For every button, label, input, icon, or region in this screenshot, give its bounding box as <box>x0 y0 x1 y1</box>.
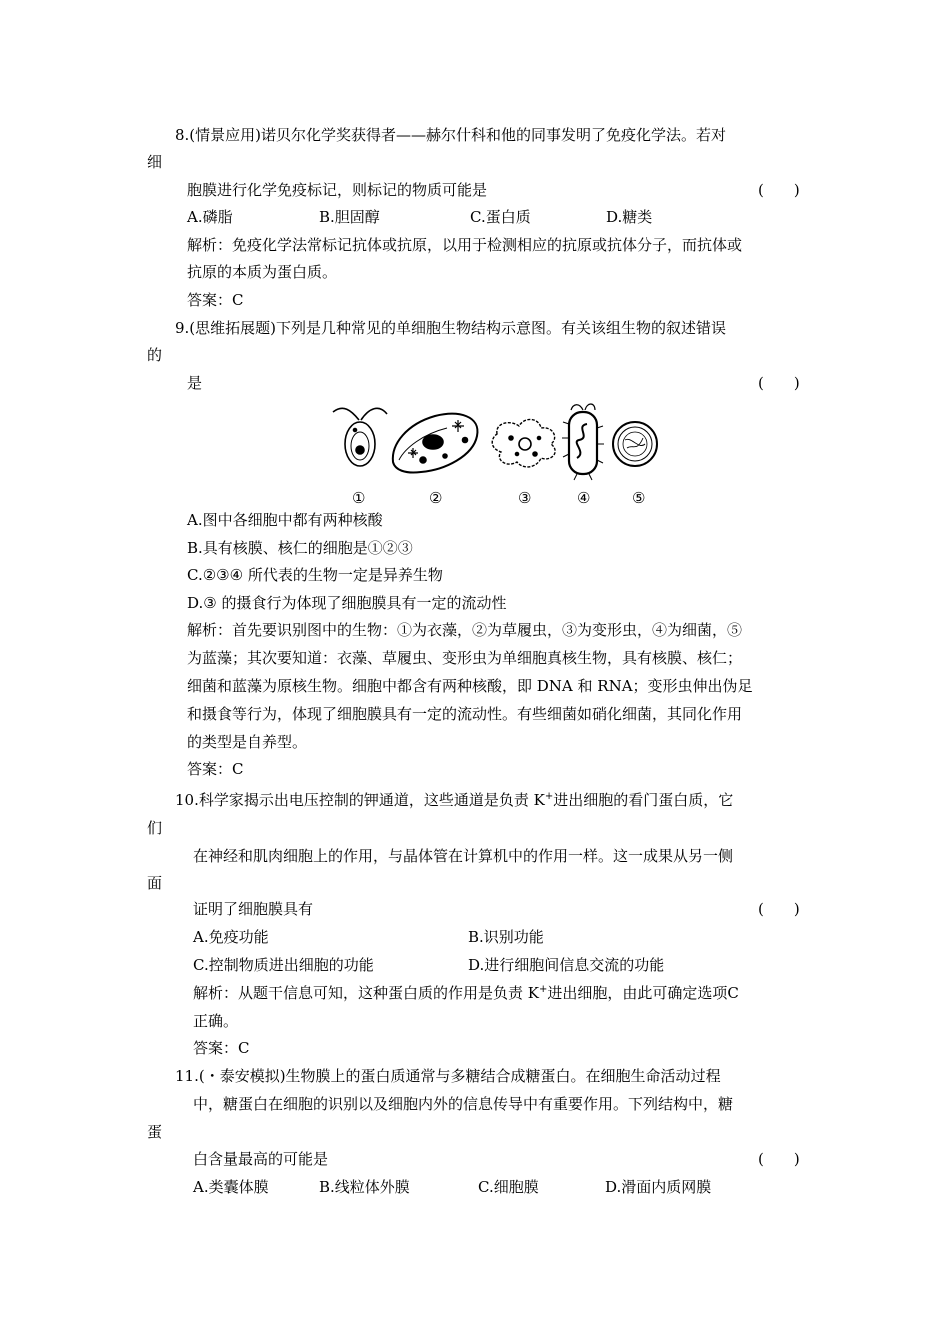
cyanobacterium-illustration <box>613 422 657 466</box>
q8-stem-wrap: 细 <box>147 153 163 171</box>
q11-option-d: D.滑面内质网膜 <box>605 1178 712 1196</box>
chlamydomonas-illustration <box>333 408 387 466</box>
q9-stem-line1: 9.(思维拓展题)下列是几种常见的单细胞生物结构示意图。有关该组生物的叙述错误 <box>175 319 727 337</box>
q9-analysis-line2: 为蓝藻；其次要知道：衣藻、草履虫、变形虫为单细胞真核生物，具有核膜、核仁； <box>187 649 743 667</box>
q8-option-a: A.磷脂 <box>187 208 233 226</box>
q9-analysis-line5: 的类型是自养型。 <box>187 733 308 751</box>
figure-label-2: ② <box>429 489 443 507</box>
figure-label-1: ① <box>352 489 366 507</box>
single-cell-organisms-figure <box>325 400 665 512</box>
q10-option-c: C.控制物质进出细胞的功能 <box>193 956 374 974</box>
q10-superscript: + <box>544 791 554 802</box>
q11-answer-blank: ( ) <box>758 1150 800 1168</box>
q8-option-d: D.糖类 <box>606 208 653 226</box>
amoeba-illustration <box>492 419 555 467</box>
q10-stem-line3: 证明了细胞膜具有 <box>193 900 314 918</box>
q8-analysis-line1: 解析：免疫化学法常标记抗体或抗原，以用于检测相应的抗原或抗体分子，而抗体或 <box>187 236 743 254</box>
q10-option-b: B.识别功能 <box>468 928 544 946</box>
paramecium-illustration <box>393 414 478 473</box>
q10-analysis-line2: 正确。 <box>193 1012 239 1030</box>
q8-stem-line1: 8.(情景应用)诺贝尔化学奖获得者——赫尔什科和他的同事发明了免疫化学法。若对 <box>175 126 727 144</box>
q11-stem-line3: 白含量最高的可能是 <box>193 1150 329 1168</box>
q11-option-b: B.线粒体外膜 <box>319 1178 410 1196</box>
q9-option-a: A.图中各细胞中都有两种核酸 <box>187 511 383 529</box>
q11-stem-line1: 11.(・泰安模拟)生物膜上的蛋白质通常与多糖结合成糖蛋白。在细胞生命活动过程 <box>175 1067 721 1085</box>
bacterium-illustration <box>562 404 604 480</box>
q9-answer-blank: ( ) <box>758 374 800 392</box>
q11-option-a: A.类囊体膜 <box>193 1178 269 1196</box>
q10-analysis-line1 <box>193 983 739 1003</box>
q10-stem-wrap1: 们 <box>147 819 163 837</box>
q10-stem-line2: 在神经和肌肉细胞上的作用，与晶体管在计算机中的作用一样。这一成果从另一侧 <box>193 847 734 865</box>
q9-stem-wrap: 的 <box>147 346 163 364</box>
q10-answer: 答案：C <box>193 1039 250 1057</box>
q10-stem-line1-part2: 进出细胞的看门蛋白质，它 <box>553 791 734 809</box>
q9-option-b: B.具有核膜、核仁的细胞是①②③ <box>187 539 413 557</box>
q10-stem-line1 <box>175 790 733 810</box>
q11-stem-line2: 中，糖蛋白在细胞的识别以及细胞内外的信息传导中有重要作用。下列结构中，糖 <box>193 1095 734 1113</box>
q10-analysis-superscript: + <box>538 984 548 995</box>
q9-analysis-line4: 和摄食等行为，体现了细胞膜具有一定的流动性。有些细菌如硝化细菌，其同化作用 <box>187 705 743 723</box>
figure-label-4: ④ <box>577 489 591 507</box>
q8-stem-line2: 胞膜进行化学免疫标记，则标记的物质可能是 <box>187 181 488 199</box>
q8-option-c: C.蛋白质 <box>470 208 531 226</box>
q9-answer: 答案：C <box>187 760 244 778</box>
q10-analysis-part2: 进出细胞，由此可确定选项C <box>547 984 739 1002</box>
q10-analysis-part1: 解析：从题干信息可知，这种蛋白质的作用是负责 K <box>193 984 539 1002</box>
q8-answer: 答案：C <box>187 291 244 309</box>
q10-answer-blank: ( ) <box>758 900 800 918</box>
q8-option-b: B.胆固醇 <box>319 208 380 226</box>
q10-option-d: D.进行细胞间信息交流的功能 <box>468 956 665 974</box>
q9-option-d: D.③ 的摄食行为体现了细胞膜具有一定的流动性 <box>187 594 507 612</box>
q8-analysis-line2: 抗原的本质为蛋白质。 <box>187 263 338 281</box>
q11-option-c: C.细胞膜 <box>478 1178 539 1196</box>
figure-label-3: ③ <box>518 489 532 507</box>
q9-stem-line2: 是 <box>187 374 203 392</box>
q9-analysis-line1: 解析：首先要识别图中的生物：①为衣藻，②为草履虫，③为变形虫，④为细菌，⑤ <box>187 621 743 639</box>
q11-stem-wrap: 蛋 <box>147 1123 163 1141</box>
q10-option-a: A.免疫功能 <box>193 928 269 946</box>
q8-answer-blank: ( ) <box>758 181 800 199</box>
q10-stem-line1-part1: 10.科学家揭示出电压控制的钾通道，这些通道是负责 K <box>175 791 545 809</box>
q9-analysis-line3: 细菌和蓝藻为原核生物。细胞中都含有两种核酸，即 DNA 和 RNA；变形虫伸出伪足 <box>187 677 753 695</box>
q9-option-c: C.②③④ 所代表的生物一定是异养生物 <box>187 566 443 584</box>
figure-label-5: ⑤ <box>632 489 646 507</box>
q10-stem-wrap2: 面 <box>147 874 163 892</box>
